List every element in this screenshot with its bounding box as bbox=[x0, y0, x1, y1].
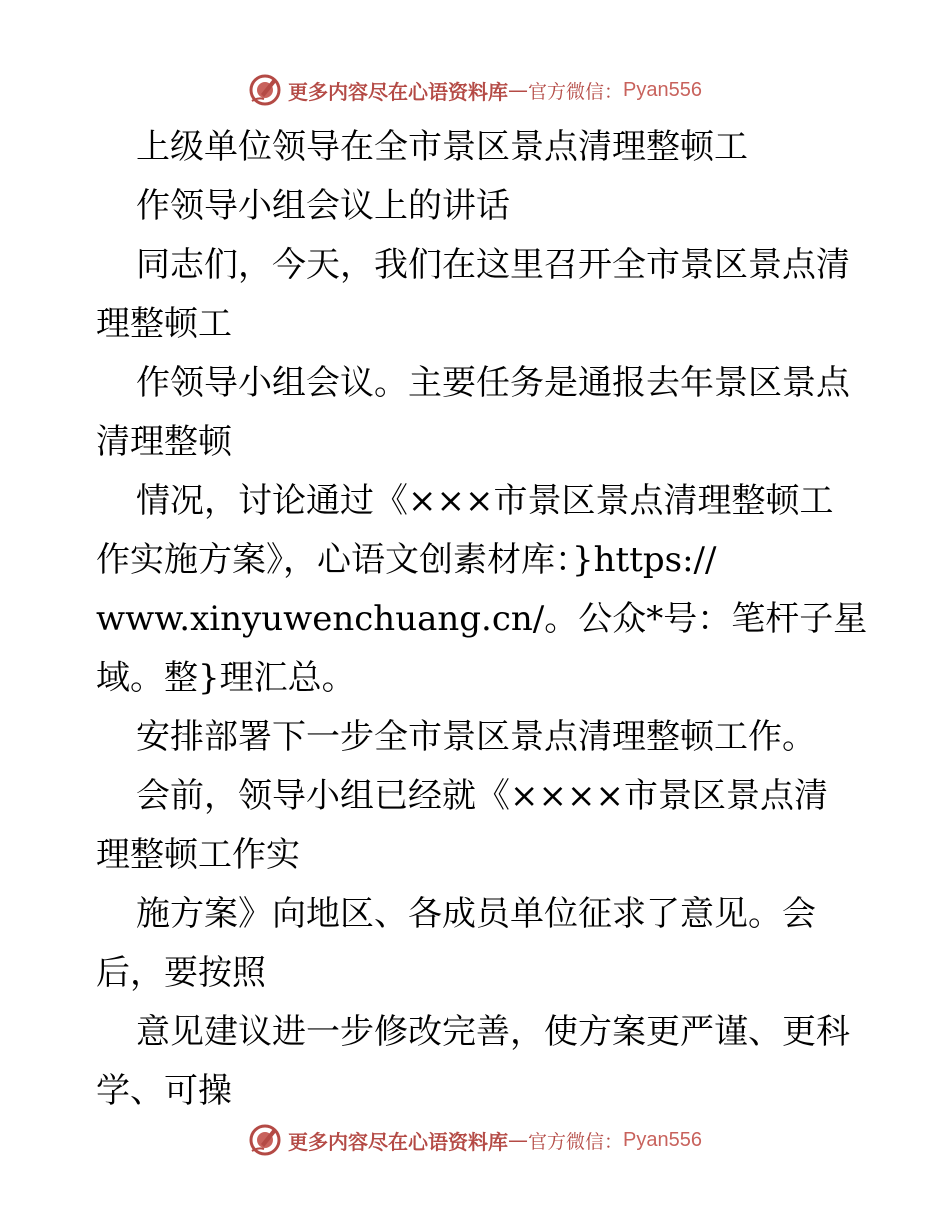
banner-separator: — bbox=[508, 78, 528, 102]
paragraph-line: 理整顿工作实 bbox=[96, 835, 300, 875]
paragraph-line: 安排部署下一步全市景区景点清理整顿工作。 bbox=[136, 717, 816, 757]
banner-wechat-label: 官方微信： bbox=[528, 1130, 624, 1153]
pen-circle-icon bbox=[248, 73, 282, 107]
paragraph-line: 清理整顿 bbox=[96, 422, 232, 462]
banner-wechat-id: Pyan556 bbox=[623, 1128, 702, 1151]
banner-brand: 更多内容尽在心语资料库 bbox=[288, 1129, 508, 1154]
paragraph-line: 作实施方案》，心语文创素材库：}https:// bbox=[96, 540, 717, 580]
header-banner bbox=[0, 70, 950, 110]
banner-wechat-id: Pyan556 bbox=[623, 78, 702, 101]
paragraph-line: 作领导小组会议。主要任务是通报去年景区景点 bbox=[136, 363, 850, 403]
document-body bbox=[96, 118, 868, 1121]
paragraph-line: 后，要按照 bbox=[96, 953, 266, 993]
title-line-2: 作领导小组会议上的讲话 bbox=[136, 186, 510, 226]
footer-banner bbox=[0, 1120, 950, 1160]
paragraph-line: www.xinyuwenchuang.cn/。公众*号：笔杆子星 bbox=[96, 599, 868, 639]
paragraph-line: 情况，讨论通过《×××市景区景点清理整顿工 bbox=[136, 481, 834, 521]
banner-brand: 更多内容尽在心语资料库 bbox=[288, 79, 508, 104]
banner-separator: — bbox=[508, 1128, 528, 1152]
paragraph-line: 施方案》向地区、各成员单位征求了意见。会 bbox=[136, 894, 816, 934]
title-line-1: 上级单位领导在全市景区景点清理整顿工 bbox=[136, 127, 748, 167]
paragraph-line: 域。整}理汇总。 bbox=[96, 658, 356, 698]
paragraph-line: 会前，领导小组已经就《××××市景区景点清 bbox=[136, 776, 828, 816]
paragraph-line: 理整顿工 bbox=[96, 304, 232, 344]
pen-circle-icon bbox=[248, 1123, 282, 1157]
paragraph-line: 学、可操 bbox=[96, 1071, 232, 1111]
banner-wechat-label: 官方微信： bbox=[528, 80, 624, 103]
paragraph-line: 同志们，今天，我们在这里召开全市景区景点清 bbox=[136, 245, 850, 285]
paragraph-line: 意见建议进一步修改完善，使方案更严谨、更科 bbox=[136, 1012, 850, 1052]
